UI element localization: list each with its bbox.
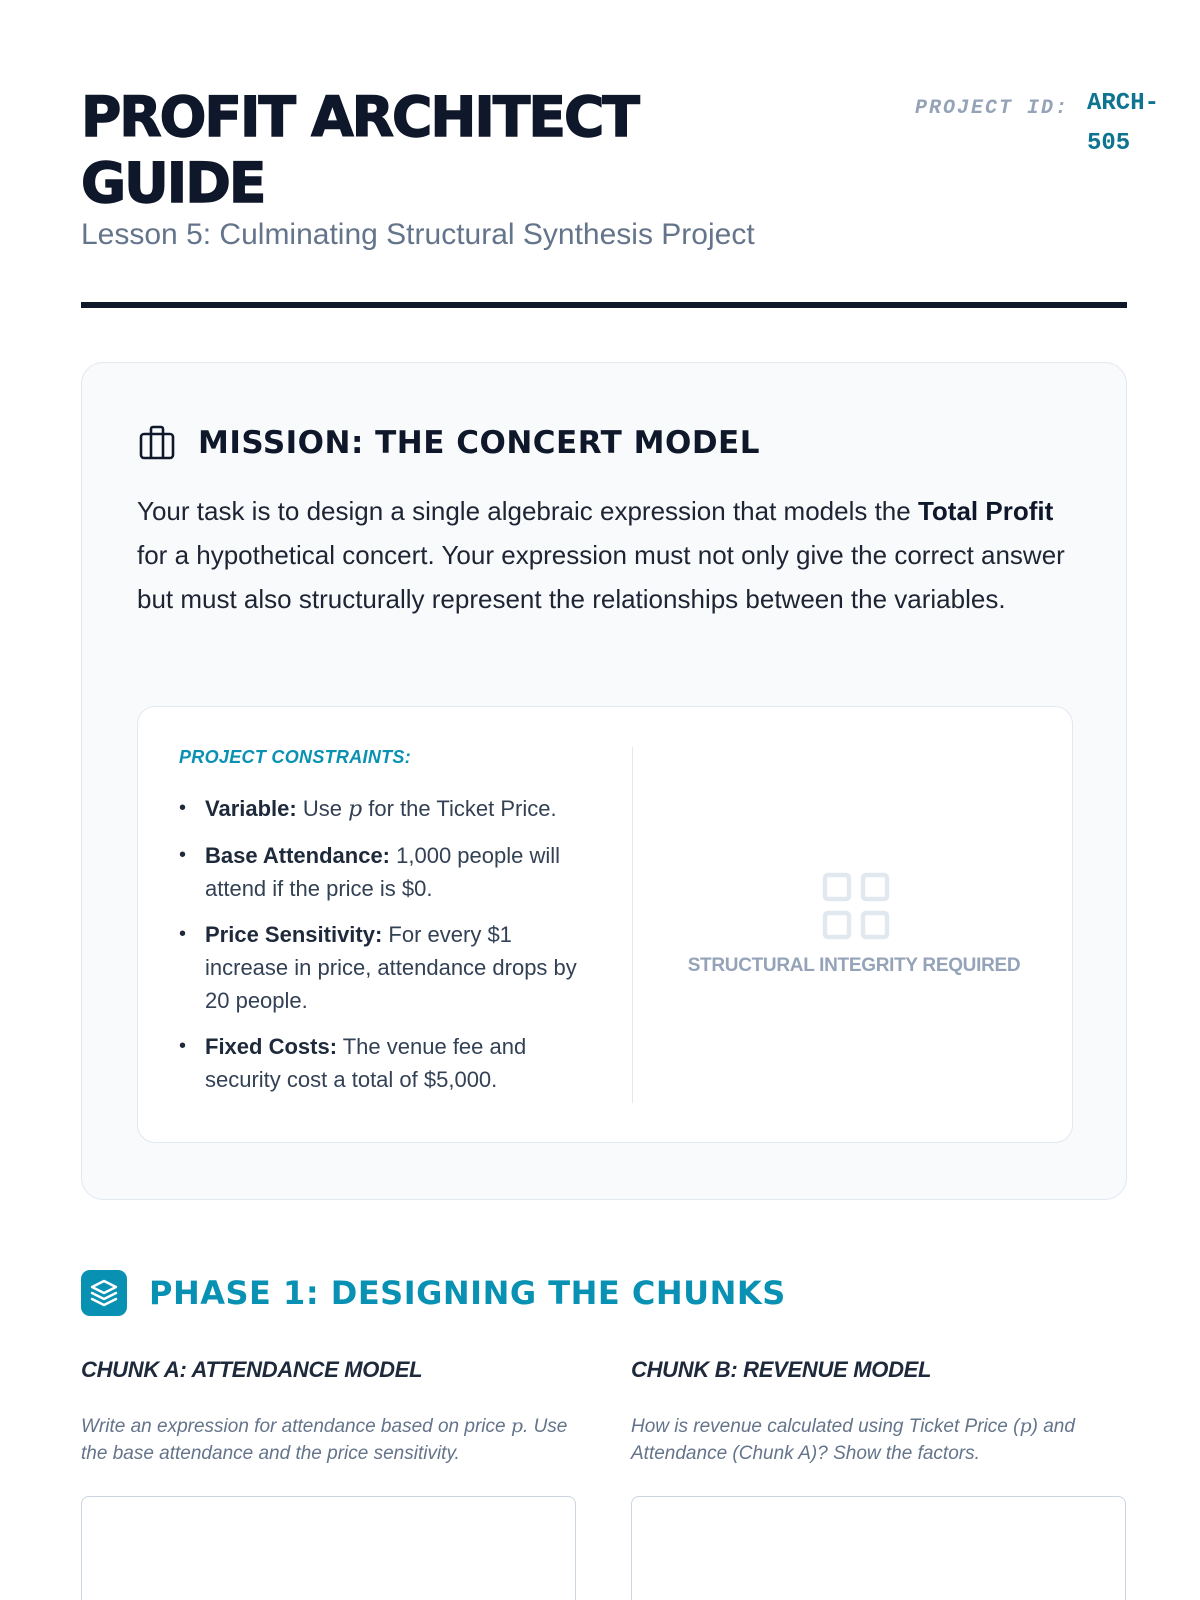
chunk-a-section <box>81 1357 576 1467</box>
phase-1-title: PHASE 1: DESIGNING THE CHUNKS <box>149 1274 786 1312</box>
page-title: PROFIT ARCHITECT GUIDE <box>81 85 638 215</box>
mission-card <box>81 362 1127 1200</box>
constraint-fixed-costs: • Fixed Costs: The venue fee and security cost a total of $5,000. <box>179 1030 599 1096</box>
total-profit-emphasis: Total Profit <box>917 496 1054 526</box>
briefcase-icon <box>138 424 176 462</box>
integrity-text: STRUCTURAL INTEGRITY REQUIRED <box>687 955 1021 976</box>
integrity-panel <box>634 707 1074 1144</box>
constraints-list <box>179 792 599 1096</box>
chunk-a-title: CHUNK A: ATTENDANCE MODEL <box>81 1357 423 1382</box>
chunk-b-description: How is revenue calculated using Ticket Price (p) and Attendance (Chunk A)? Show the factors. <box>631 1415 1075 1464</box>
phase-1-heading <box>81 1270 786 1316</box>
constraint-variable: • Variable: Use p for the Ticket Price. <box>179 792 599 826</box>
constraints-label: PROJECT CONSTRAINTS: <box>179 747 412 767</box>
constraints-panel <box>137 706 1073 1143</box>
mission-heading <box>138 423 760 463</box>
phase-icon-badge <box>81 1270 127 1316</box>
chunk-a-answer-box[interactable] <box>81 1496 576 1600</box>
layers-icon <box>89 1278 119 1308</box>
grid-icon <box>821 871 891 941</box>
chunk-b-section <box>631 1357 1126 1467</box>
project-id-value: ARCH-505 <box>1087 90 1160 157</box>
chunk-b-title: CHUNK B: REVENUE MODEL <box>631 1357 932 1382</box>
constraint-price-sensitivity: • Price Sensitivity: For every $1 increase in price, attendance drops by 20 people. <box>179 918 599 1017</box>
chunk-b-answer-box[interactable] <box>631 1496 1126 1600</box>
worksheet-page <box>81 0 1160 1600</box>
mission-title: MISSION: THE CONCERT MODEL <box>198 425 760 461</box>
constraints-list-column <box>179 747 599 1109</box>
page-subtitle: Lesson 5: Culminating Structural Synthesis Project <box>81 218 755 251</box>
constraint-base-attendance: • Base Attendance: 1,000 people will attend if the price is $0. <box>179 839 599 905</box>
project-id-label: PROJECT ID: <box>914 97 1069 120</box>
constraints-divider <box>632 747 633 1103</box>
chunk-a-description: Write an expression for attendance based on price p. Use the base attendance and the price sensitivity. <box>81 1415 568 1464</box>
header <box>81 84 1160 308</box>
mission-description: Your task is to design a single algebraic expression that models the Total Profit for a hypothetical concert. Your expression must not only give the correct answer but must also structurally represent the relationships between the variables. <box>137 496 1065 614</box>
